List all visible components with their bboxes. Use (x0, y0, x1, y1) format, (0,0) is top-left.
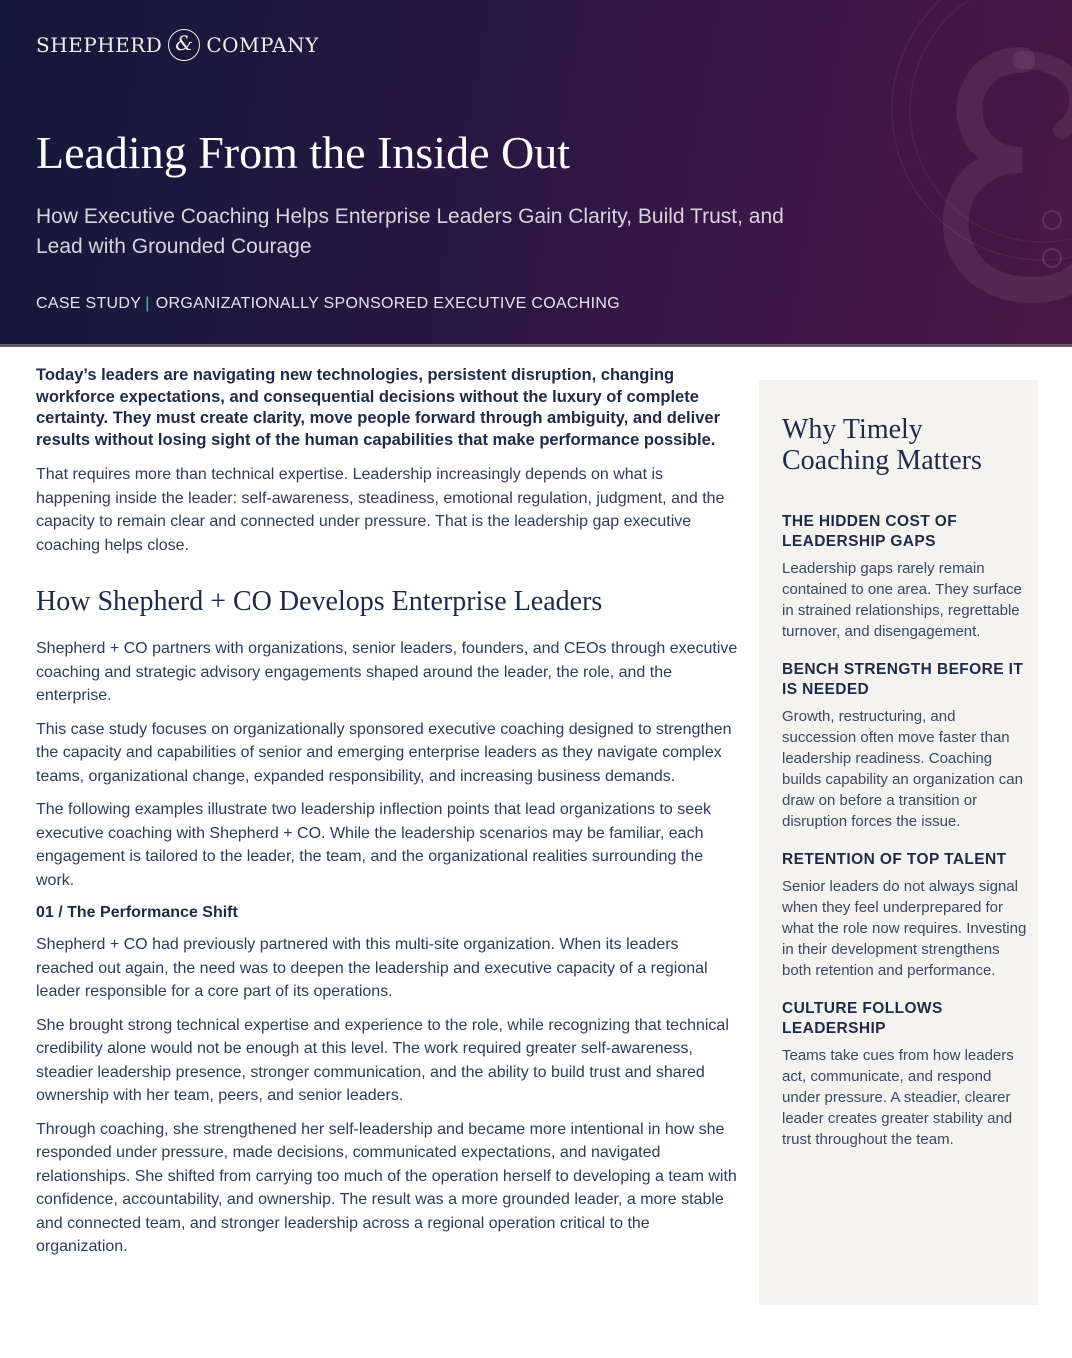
main-content (36, 365, 740, 1269)
body-paragraph: Shepherd + CO partners with organizations, senior leaders, founders, and CEOs through executive coaching and strategic advisory engagements shaped around the leader, the role, and the enterprise. (36, 640, 738, 704)
sidebar-item (782, 660, 1028, 832)
category-separator: | (145, 295, 150, 312)
sidebar-item-body: Growth, restructuring, and succession often move faster than leadership readiness. Coaching builds capability an organization can draw on before a transition or disruption forces the issue. (782, 708, 1023, 830)
case-paragraph: She brought strong technical expertise and experience to the role, while recognizing that technical credibility alone would not be enough at this level. The work required greater self-awareness, steadier leadership presence, stronger communication, and the ability to build trust and shared ownership with her team, peers, and senior leaders. (36, 1016, 729, 1104)
category-label: CASE STUDY (36, 295, 142, 312)
intro-paragraph: That requires more than technical expertise. Leadership increasingly depends on what is happening inside the leader: self-awareness, steadiness, emotional regulation, judgment, and the capacity to remain clear and connected under pressure. That is the leadership gap executive coaching helps close. (36, 466, 725, 554)
body-paragraph: This case study focuses on organizationally sponsored executive coaching designed to strengthen the capacity and capabilities of senior and emerging enterprise leaders as they navigate complex teams, organizational change, expanded responsibility, and increasing business demands. (36, 720, 732, 785)
case-paragraph: Through coaching, she strengthened her self-leadership and became more intentional in how she responded under pressure, made decisions, communicated expectations, and navigated relationships. She shifted from carrying too much of the operation herself to developing a team with confidence, accountability, and ownership. The result was a more grounded leader, a more stable and connected team, and stronger leadership across a regional operation critical to the organization. (36, 1120, 737, 1255)
category-detail: ORGANIZATIONALLY SPONSORED EXECUTIVE COACHING (155, 295, 620, 312)
case-paragraph: Shepherd + CO had previously partnered with this multi-site organization. When its leaders reached out again, the need was to deepen the leadership and executive capacity of a regional leader responsible for a core part of its operations. (36, 936, 708, 1000)
hero-banner (0, 0, 1072, 344)
lead-paragraph: Today’s leaders are navigating new technologies, persistent disruption, changing workforce expectations, and consequential decisions without the luxury of complete certainty. They must create clarity, move people forward through ambiguity, and deliver results without losing sight of the human capabilities that make performance possible. (36, 366, 721, 449)
header-divider (0, 344, 1072, 347)
body-paragraph: The following examples illustrate two leadership inflection points that lead organizations to seek executive coaching with Shepherd + CO. While the leadership scenarios may be familiar, each engagement is tailored to the leader, the team, and the organizational realities surrounding the work. (36, 801, 712, 889)
ampersand-logo-icon: & (168, 29, 200, 61)
sidebar-item-body: Teams take cues from how leaders act, communicate, and respond under pressure. A steadier, clearer leader creates greater stability and trust throughout the team. (782, 1047, 1014, 1148)
sidebar-item-heading: CULTURE FOLLOWS LEADERSHIP (782, 1000, 943, 1037)
logo-text-left: SHEPHERD (36, 33, 163, 57)
document-category (36, 295, 620, 313)
logo-text-right: COMPANY (206, 33, 319, 57)
sidebar-item (782, 512, 1028, 642)
section-heading: How Shepherd + CO Develops Enterprise Leaders (36, 586, 603, 617)
sidebar-item (782, 999, 1028, 1150)
case-heading: 01 / The Performance Shift (36, 904, 238, 921)
sidebar-item-body: Senior leaders do not always signal when they feel underprepared for what the role now requires. Investing in their development strengthens both retention and performance. (782, 878, 1027, 979)
sidebar-item (782, 850, 1028, 981)
sidebar-item-body: Leadership gaps rarely remain contained to one area. They surface in strained relationships, regrettable turnover, and disengagement. (782, 560, 1022, 640)
sidebar-item-heading: BENCH STRENGTH BEFORE IT IS NEEDED (782, 661, 1024, 698)
sidebar-item-heading: RETENTION OF TOP TALENT (782, 851, 1007, 868)
page-subtitle: How Executive Coaching Helps Enterprise Leaders Gain Clarity, Build Trust, and Lead with Grounded Courage (36, 205, 784, 258)
sidebar-callout (759, 380, 1038, 1305)
sidebar-title: Why Timely Coaching Matters (782, 414, 982, 476)
company-logo (36, 29, 319, 61)
ampersand-watermark-icon (872, 0, 1072, 344)
sidebar-item-heading: THE HIDDEN COST OF LEADERSHIP GAPS (782, 513, 958, 550)
page-title: Leading From the Inside Out (36, 127, 571, 178)
